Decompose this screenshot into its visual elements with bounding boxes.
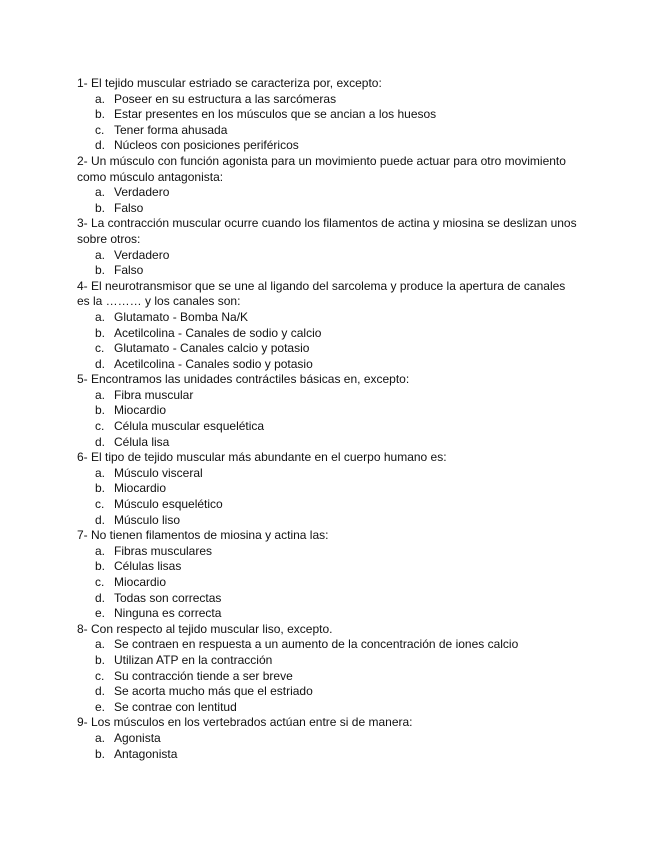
question-text: 4- El neurotransmisor que se une al ligando del sarcolema y produce la apertura de canales es la ……… y los canales son: bbox=[77, 278, 566, 309]
option-text: Miocardio bbox=[114, 403, 167, 418]
question-6 bbox=[77, 450, 577, 528]
option-text: Ninguna es correcta bbox=[114, 606, 222, 621]
option-item bbox=[77, 341, 577, 357]
option-letter: d. bbox=[95, 512, 106, 527]
option-text: Célula muscular esquelética bbox=[114, 419, 265, 434]
option-item bbox=[77, 575, 577, 591]
option-item bbox=[77, 201, 577, 217]
option-text: Glutamato - Bomba Na/K bbox=[114, 309, 249, 324]
option-item bbox=[77, 559, 577, 575]
option-text: Células lisas bbox=[114, 559, 182, 574]
option-item bbox=[77, 388, 577, 404]
question-text: 7- No tienen filamentos de miosina y actina las: bbox=[77, 528, 329, 543]
option-item bbox=[77, 747, 577, 763]
question-text: 8- Con respecto al tejido muscular liso, excepto. bbox=[77, 621, 333, 636]
option-text: Poseer en su estructura a las sarcómeras bbox=[114, 91, 337, 106]
option-letter: e. bbox=[95, 699, 106, 714]
option-text: Célula lisa bbox=[114, 434, 170, 449]
option-item bbox=[77, 419, 577, 435]
option-text: Músculo liso bbox=[114, 512, 181, 527]
option-text: Músculo esquelético bbox=[114, 497, 223, 512]
question-text: 5- Encontramos las unidades contráctiles básicas en, excepto: bbox=[77, 372, 410, 387]
option-list bbox=[77, 637, 577, 715]
option-item bbox=[77, 123, 577, 139]
option-letter: b. bbox=[95, 325, 106, 340]
option-item bbox=[77, 481, 577, 497]
option-item bbox=[77, 606, 577, 622]
option-item bbox=[77, 185, 577, 201]
option-text: Se acorta mucho más que el estriado bbox=[114, 684, 313, 699]
question-7 bbox=[77, 528, 577, 622]
question-8 bbox=[77, 622, 577, 716]
option-letter: a. bbox=[95, 465, 106, 480]
option-text: Todas son correctas bbox=[114, 590, 222, 605]
option-text: Su contracción tiende a ser breve bbox=[114, 668, 293, 683]
option-letter: a. bbox=[95, 247, 106, 262]
option-letter: a. bbox=[95, 185, 106, 200]
question-text: 2- Un músculo con función agonista para un movimiento puede actuar para otro movimiento como músculo antagonista: bbox=[77, 153, 566, 184]
option-list bbox=[77, 466, 577, 528]
option-text: Falso bbox=[114, 263, 144, 278]
option-letter: b. bbox=[95, 746, 106, 761]
option-letter: a. bbox=[95, 387, 106, 402]
option-item bbox=[77, 326, 577, 342]
option-letter: a. bbox=[95, 309, 106, 324]
question-text: 6- El tipo de tejido muscular más abundante en el cuerpo humano es: bbox=[77, 450, 447, 465]
option-text: Agonista bbox=[114, 730, 161, 745]
option-list bbox=[77, 544, 577, 622]
option-text: Antagonista bbox=[114, 746, 178, 761]
option-item bbox=[77, 637, 577, 653]
option-letter: b. bbox=[95, 652, 106, 667]
question-4 bbox=[77, 279, 577, 373]
option-text: Acetilcolina - Canales de sodio y calcio bbox=[114, 325, 322, 340]
option-letter: d. bbox=[95, 684, 106, 699]
option-item bbox=[77, 248, 577, 264]
option-letter: a. bbox=[95, 730, 106, 745]
option-text: Acetilcolina - Canales sodio y potasio bbox=[114, 356, 313, 371]
option-item bbox=[77, 653, 577, 669]
question-2 bbox=[77, 154, 577, 216]
option-list bbox=[77, 731, 577, 762]
option-item bbox=[77, 138, 577, 154]
option-item bbox=[77, 466, 577, 482]
option-letter: b. bbox=[95, 403, 106, 418]
option-letter: d. bbox=[95, 434, 106, 449]
option-letter: c. bbox=[95, 497, 105, 512]
option-list bbox=[77, 185, 577, 216]
option-list bbox=[77, 92, 577, 154]
option-text: Fibra muscular bbox=[114, 387, 194, 402]
option-text: Utilizan ATP en la contracción bbox=[114, 652, 273, 667]
question-1 bbox=[77, 76, 577, 154]
option-letter: b. bbox=[95, 559, 106, 574]
option-item bbox=[77, 357, 577, 373]
option-text: Glutamato - Canales calcio y potasio bbox=[114, 341, 310, 356]
option-letter: a. bbox=[95, 637, 106, 652]
option-text: Miocardio bbox=[114, 575, 167, 589]
question-9 bbox=[77, 715, 577, 762]
question-text: 3- La contracción muscular ocurre cuando los filamentos de actina y miosina se deslizan unos sobre otros: bbox=[77, 216, 577, 246]
option-item bbox=[77, 669, 577, 685]
option-letter: b. bbox=[95, 107, 106, 122]
option-text: Verdadero bbox=[114, 247, 170, 262]
option-item bbox=[77, 684, 577, 700]
option-letter: c. bbox=[95, 341, 105, 356]
option-letter: d. bbox=[95, 138, 106, 153]
option-letter: e. bbox=[95, 606, 106, 621]
option-item bbox=[77, 92, 577, 108]
question-text: 1- El tejido muscular estriado se caracteriza por, excepto: bbox=[77, 76, 382, 90]
option-letter: d. bbox=[95, 590, 106, 605]
question-5 bbox=[77, 372, 577, 450]
option-item bbox=[77, 107, 577, 123]
document-page bbox=[77, 76, 577, 762]
option-item bbox=[77, 497, 577, 513]
option-item bbox=[77, 403, 577, 419]
option-text: Tener forma ahusada bbox=[114, 122, 228, 137]
option-text: Músculo visceral bbox=[114, 465, 203, 480]
option-text: Se contrae con lentitud bbox=[114, 699, 237, 714]
option-letter: a. bbox=[95, 91, 106, 106]
option-item bbox=[77, 700, 577, 716]
question-3 bbox=[77, 216, 577, 278]
option-text: Estar presentes en los músculos que se ancian a los huesos bbox=[114, 107, 437, 122]
option-item bbox=[77, 263, 577, 279]
option-item bbox=[77, 435, 577, 451]
option-letter: c. bbox=[95, 122, 105, 137]
option-letter: c. bbox=[95, 419, 105, 434]
option-item bbox=[77, 591, 577, 607]
option-letter: b. bbox=[95, 481, 106, 496]
option-letter: a. bbox=[95, 543, 106, 558]
option-list bbox=[77, 388, 577, 450]
question-text: 9- Los músculos en los vertebrados actúan entre si de manera: bbox=[77, 715, 413, 730]
option-letter: b. bbox=[95, 200, 106, 215]
option-letter: d. bbox=[95, 356, 106, 371]
option-text: Fibras musculares bbox=[114, 543, 213, 558]
option-item bbox=[77, 544, 577, 560]
option-item bbox=[77, 731, 577, 747]
option-item bbox=[77, 310, 577, 326]
option-list bbox=[77, 310, 577, 372]
option-text: Falso bbox=[114, 200, 144, 215]
option-item bbox=[77, 513, 577, 529]
option-text: Verdadero bbox=[114, 185, 170, 200]
option-text: Se contraen en respuesta a un aumento de la concentración de iones calcio bbox=[114, 637, 519, 652]
option-list bbox=[77, 248, 577, 279]
option-text: Núcleos con posiciones periféricos bbox=[114, 138, 299, 153]
option-letter: c. bbox=[95, 668, 105, 683]
option-letter: c. bbox=[95, 575, 105, 589]
option-text: Miocardio bbox=[114, 481, 167, 496]
option-letter: b. bbox=[95, 263, 106, 278]
